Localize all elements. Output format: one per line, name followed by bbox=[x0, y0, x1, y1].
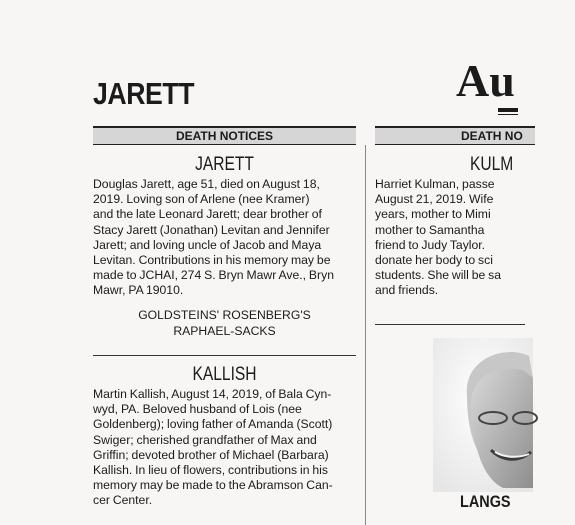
notice-separator-right bbox=[375, 324, 525, 325]
notice-line: mother to Samantha bbox=[375, 222, 485, 237]
notice-line: Swiger; cherished grandfather of Max and bbox=[93, 432, 317, 447]
column-divider bbox=[365, 145, 366, 525]
section-header-death-notices: DEATH NOTICES bbox=[93, 126, 356, 145]
notice-name-kallish: KALLISH bbox=[192, 364, 257, 385]
notice-line: donate her body to sci bbox=[375, 253, 493, 268]
notice-line: Martin Kallish, August 14, 2019, of Bala Cyn- bbox=[93, 387, 332, 401]
notice-line: Goldenberg); loving father of Amanda (Scott) bbox=[93, 417, 333, 432]
notice-line: Kallish. In lieu of flowers, contributions in his bbox=[93, 463, 328, 478]
notice-name-kulman: KULM bbox=[470, 154, 514, 175]
notice-line: Stacy Jarett (Jonathan) Levitan and Jennifer bbox=[93, 222, 330, 237]
notice-line: Mawr, PA 19010. bbox=[93, 283, 184, 298]
notice-line: wyd, PA. Beloved husband of Lois (nee bbox=[93, 402, 302, 417]
photo-caption: LANGS bbox=[460, 492, 511, 511]
notice-body-jarett bbox=[93, 177, 356, 299]
funeral-home-line-2: RAPHAEL-SACKS bbox=[173, 324, 276, 338]
notice-name-jarett: JARETT bbox=[195, 154, 254, 175]
notice-line: 2019. Loving son of Arlene (nee Kramer) bbox=[93, 192, 310, 207]
notice-separator bbox=[93, 355, 356, 356]
notice-line: years, mother to Mimi bbox=[375, 207, 491, 222]
notice-line: Harriet Kulman, passe bbox=[375, 177, 495, 191]
notice-line: made to JCHAI, 274 S. Bryn Mawr Ave., Bryn bbox=[93, 268, 334, 283]
notice-line: August 21, 2019. Wife bbox=[375, 192, 494, 207]
funeral-home-line-1: GOLDSTEINS' ROSENBERG'S bbox=[138, 308, 311, 322]
notice-line: students. She will be sa bbox=[375, 268, 502, 283]
notice-body-kulman bbox=[375, 177, 575, 299]
notice-line: cer Center. bbox=[93, 493, 153, 508]
notice-line: Jarett; and loving uncle of Jacob and Maya bbox=[93, 237, 322, 252]
notice-line: and the late Leonard Jarett; dear brother of bbox=[93, 207, 322, 222]
notice-line: Griffin; devoted brother of Michael (Barbara) bbox=[93, 447, 329, 462]
section-header-death-notices-right: DEATH NO bbox=[375, 126, 535, 145]
notice-line: Douglas Jarett, age 51, died on August 18, bbox=[93, 177, 320, 191]
notice-line: and friends. bbox=[375, 283, 439, 298]
page-title: JARETT bbox=[93, 76, 195, 111]
masthead-rule bbox=[498, 108, 518, 112]
portrait-photo bbox=[433, 338, 533, 492]
notice-line: memory may be made to the Abramson Can- bbox=[93, 478, 333, 493]
newspaper-masthead-fragment: Au bbox=[456, 55, 515, 106]
masthead-rule-thin bbox=[498, 114, 518, 115]
notice-line: friend to Judy Taylor. bbox=[375, 237, 486, 252]
notice-line: Levitan. Contributions in his memory may be bbox=[93, 253, 331, 268]
notice-body-kallish bbox=[93, 387, 356, 509]
